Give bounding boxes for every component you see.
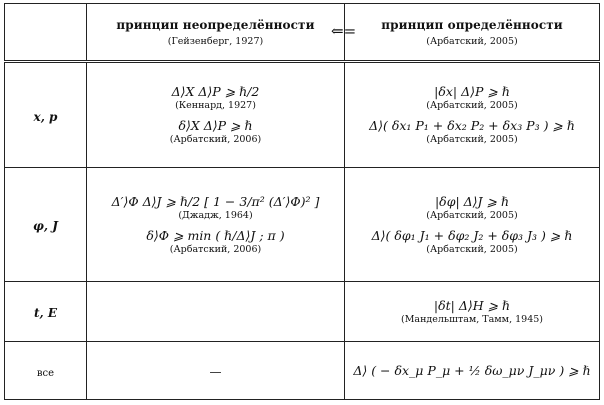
formula: |δt| Δ⟩H ⩾ ℏ [433,297,511,313]
header-right-subtitle: (Арбатский, 2005) [426,35,518,47]
formula: δ⟩X Δ⟩P ⩾ ℏ [178,118,253,133]
row-label: все [36,368,55,379]
table-row-phiJ [5,168,600,282]
right-formula-cell [345,342,600,400]
formula: |δφ| Δ⟩J ⩾ ℏ [434,193,510,209]
formula: Δ⟩ ( − δx_μ P_μ + ½ δω_μν J_μν ) ⩾ ℏ [353,363,591,378]
row-label: x, p [33,109,58,124]
formula: Δ⟩X Δ⟩P ⩾ ℏ/2 [171,84,260,99]
citation: (Джадж, 1964) [178,209,253,221]
formula: Δ′⟩Φ Δ⟩J ⩾ ℏ/2 [ 1 − 3/π² (Δ′⟩Φ)² ] [111,193,320,209]
row-label-cell [5,168,87,282]
table-row-xp [5,62,600,168]
row-label-cell [5,282,87,342]
citation: (Арбатский, 2005) [426,209,518,221]
left-dash-cell [87,342,345,400]
citation: (Арбатский, 2005) [426,134,518,145]
left-formula-cell [87,62,345,168]
row-label-cell [5,62,87,168]
formula: |δx| Δ⟩P ⩾ ℏ [434,84,510,99]
row-label: t, E [33,306,58,320]
header-right-title: принцип определённости [381,17,563,32]
row-label: φ, J [33,219,58,233]
header-left-title: принцип неопределённости [116,17,315,32]
row-label-cell [5,342,87,400]
right-formula-cell [345,62,600,168]
formula: Δ⟩( δx₁ P₁ + δx₂ P₂ + δx₃ P₃ ) ⩾ ℏ [369,118,575,133]
header-left-subtitle: (Гейзенберг, 1927) [167,35,264,47]
left-formula-cell [87,168,345,282]
header-left-cell [87,4,345,62]
left-empty-cell [87,282,345,342]
table-row-all [5,342,600,400]
citation: (Арбатский, 2005) [426,100,518,111]
implies-arrow: ⇐= [331,22,357,40]
citation: (Кеннард, 1927) [175,100,256,111]
right-formula-cell [345,168,600,282]
citation: (Арбатский, 2006) [169,134,262,145]
header-right-cell [345,4,600,62]
formula: Δ⟩( δφ₁ J₁ + δφ₂ J₂ + δφ₃ J₃ ) ⩾ ℏ [371,227,573,243]
table-header-row [5,4,600,62]
citation: (Арбатский, 2005) [426,243,518,255]
formula: δ⟩Φ ⩾ min ( ℏ/Δ⟩J ; π ) [146,227,285,243]
table-row-tE [5,282,600,342]
principles-table [4,3,600,400]
corner-cell [5,4,87,62]
dash-text: — [209,365,222,379]
citation: (Арбатский, 2006) [169,243,262,255]
citation: (Мандельштам, Тамм, 1945) [401,313,543,325]
right-formula-cell [345,282,600,342]
